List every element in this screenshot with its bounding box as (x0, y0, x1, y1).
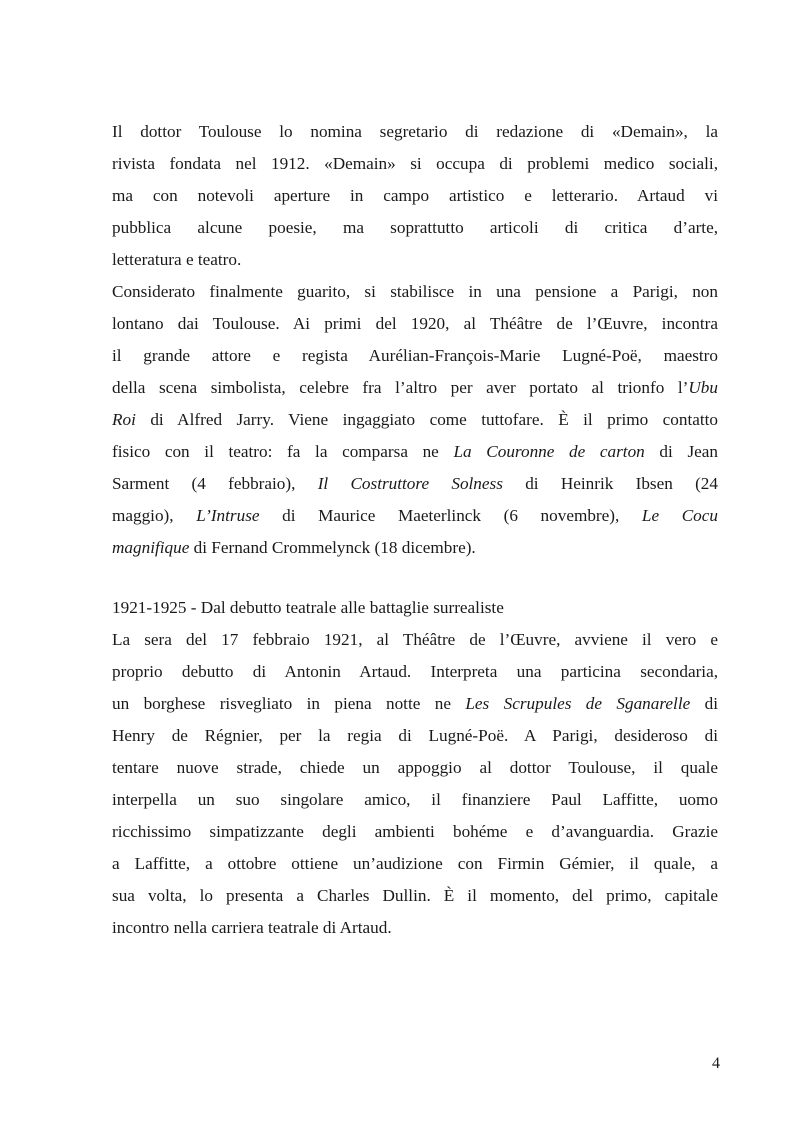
text-line: fisico con il teatro: fa la comparsa ne La Couronne de carton di Jean (112, 442, 718, 461)
text-line: un borghese risvegliato in piena notte ne Les Scrupules de Sganarelle di (112, 694, 718, 713)
text-line: Considerato finalmente guarito, si stabilisce in una pensione a Parigi, non (112, 282, 718, 301)
text-line: letteratura e teatro. (112, 250, 242, 269)
text-line: rivista fondata nel 1912. «Demain» si occupa di problemi medico sociali, (112, 154, 718, 173)
text-line: interpella un suo singolare amico, il finanziere Paul Laffitte, uomo (112, 790, 718, 809)
text-line: La sera del 17 febbraio 1921, al Théâtre de l’Œuvre, avviene il vero e (112, 630, 718, 649)
text-line: ricchissimo simpatizzante degli ambienti bohéme e d’avanguardia. Grazie (112, 822, 718, 841)
text-line: lontano dai Toulouse. Ai primi del 1920, al Théâtre de l’Œuvre, incontra (112, 314, 718, 333)
text-line: tentare nuove strade, chiede un appoggio al dottor Toulouse, il quale (112, 758, 718, 777)
text-line: Roi di Alfred Jarry. Viene ingaggiato come tuttofare. È il primo contatto (112, 410, 718, 429)
text-line: maggio), L’Intruse di Maurice Maeterlinck (6 novembre), Le Cocu (112, 506, 718, 525)
section-heading: 1921-1925 - Dal debutto teatrale alle battaglie surrealiste (112, 598, 504, 617)
text-line: della scena simbolista, celebre fra l’altro per aver portato al trionfo l’Ubu (112, 378, 718, 397)
text-line: Sarment (4 febbraio), Il Costruttore Solness di Heinrik Ibsen (24 (112, 474, 718, 493)
text-line: magnifique di Fernand Crommelynck (18 dicembre). (112, 538, 476, 557)
text-line: Henry de Régnier, per la regia di Lugné-Poë. A Parigi, desideroso di (112, 726, 718, 745)
text-line: incontro nella carriera teatrale di Artaud. (112, 918, 392, 937)
text-line: sua volta, lo presenta a Charles Dullin. È il momento, del primo, capitale (112, 886, 718, 905)
text-line: pubblica alcune poesie, ma soprattutto articoli di critica d’arte, (112, 218, 718, 237)
text-line: proprio debutto di Antonin Artaud. Interpreta una particina secondaria, (112, 662, 718, 681)
page-number: 4 (712, 1055, 720, 1072)
text-line: ma con notevoli aperture in campo artistico e letterario. Artaud vi (112, 186, 718, 205)
text-line: il grande attore e regista Aurélian-François-Marie Lugné-Poë, maestro (112, 346, 718, 365)
text-line: a Laffitte, a ottobre ottiene un’audizione con Firmin Gémier, il quale, a (112, 854, 718, 873)
text-line: Il dottor Toulouse lo nomina segretario di redazione di «Demain», la (112, 122, 718, 141)
